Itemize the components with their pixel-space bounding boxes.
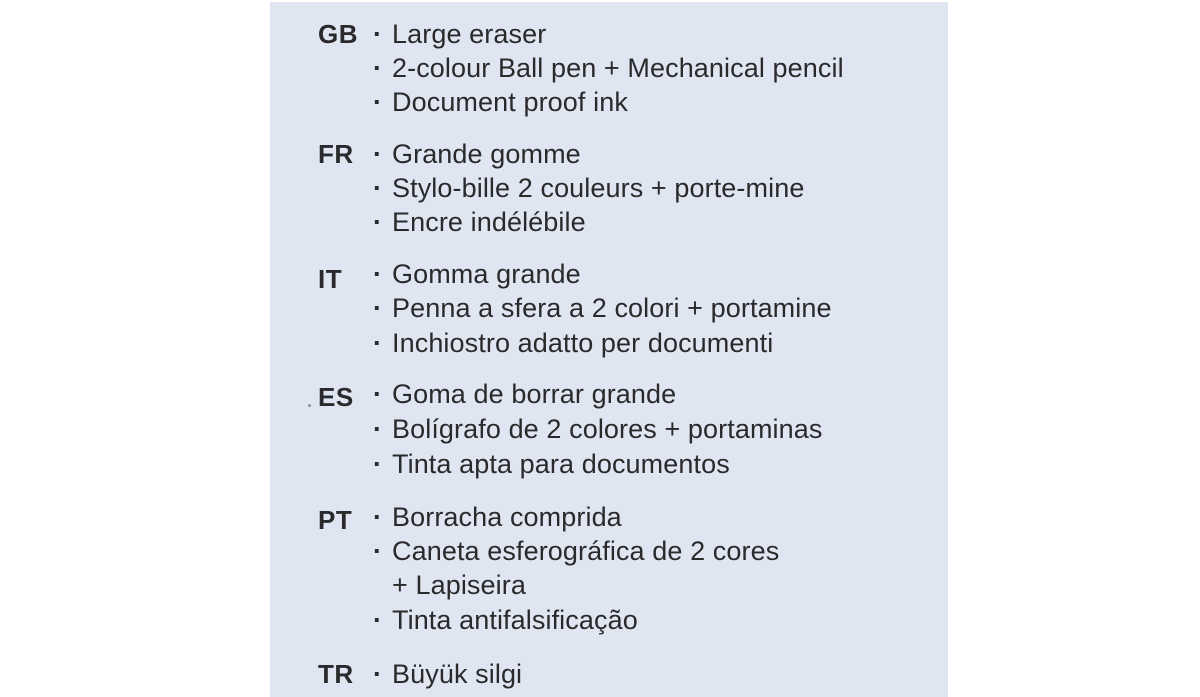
bullet-dot: · [373, 173, 383, 203]
list-item: · Tinta antifalsificação [373, 605, 638, 635]
bullet-dot: · [373, 293, 383, 323]
bullet-dot: · [373, 207, 383, 237]
list-item: · Stylo-bille 2 couleurs + porte-mine [373, 173, 805, 203]
language-code: IT [318, 264, 343, 294]
list-item: · Caneta esferográfica de 2 cores [373, 536, 780, 566]
bullet-dot: · [373, 19, 383, 49]
list-item: · Document proof ink [373, 87, 628, 117]
language-code: PT [318, 505, 353, 535]
list-item: · Penna a sfera a 2 colori + portamine [373, 293, 832, 323]
list-item: · Grande gomme [373, 139, 581, 169]
list-item: · Büyük silgi [373, 659, 523, 689]
list-item: · Encre indélébile [373, 207, 586, 237]
list-item: · Borracha comprida [373, 502, 622, 532]
list-item: · Bolígrafo de 2 colores + portaminas [373, 414, 823, 444]
language-code: GB [318, 19, 358, 49]
bullet-dot: · [373, 87, 383, 117]
bullet-dot: · [373, 659, 383, 689]
list-item: · Goma de borrar grande [373, 379, 677, 409]
list-item: · Inchiostro adatto per documenti [373, 328, 774, 358]
bullet-dot: · [373, 502, 383, 532]
bullet-dot: · [373, 449, 383, 479]
bullet-dot: · [373, 414, 383, 444]
language-code: FR [318, 139, 354, 169]
bullet-dot: · [373, 53, 383, 83]
list-item: · Gomma grande [373, 259, 581, 289]
language-code: ES [318, 382, 354, 412]
list-item: · Large eraser [373, 19, 547, 49]
language-code: TR [318, 659, 354, 689]
bullet-dot: · [373, 328, 383, 358]
list-item: · Tinta apta para documentos [373, 449, 730, 479]
bullet-dot: · [373, 139, 383, 169]
bullet-dot: · [373, 379, 383, 409]
bullet-dot: · [373, 259, 383, 289]
product-label-panel [270, 2, 948, 697]
bullet-dot: · [373, 536, 383, 566]
print-speck [308, 404, 311, 407]
list-item: · 2-colour Ball pen + Mechanical pencil [373, 53, 844, 83]
bullet-dot: · [373, 605, 383, 635]
list-item-continuation: + Lapiseira [392, 570, 526, 600]
